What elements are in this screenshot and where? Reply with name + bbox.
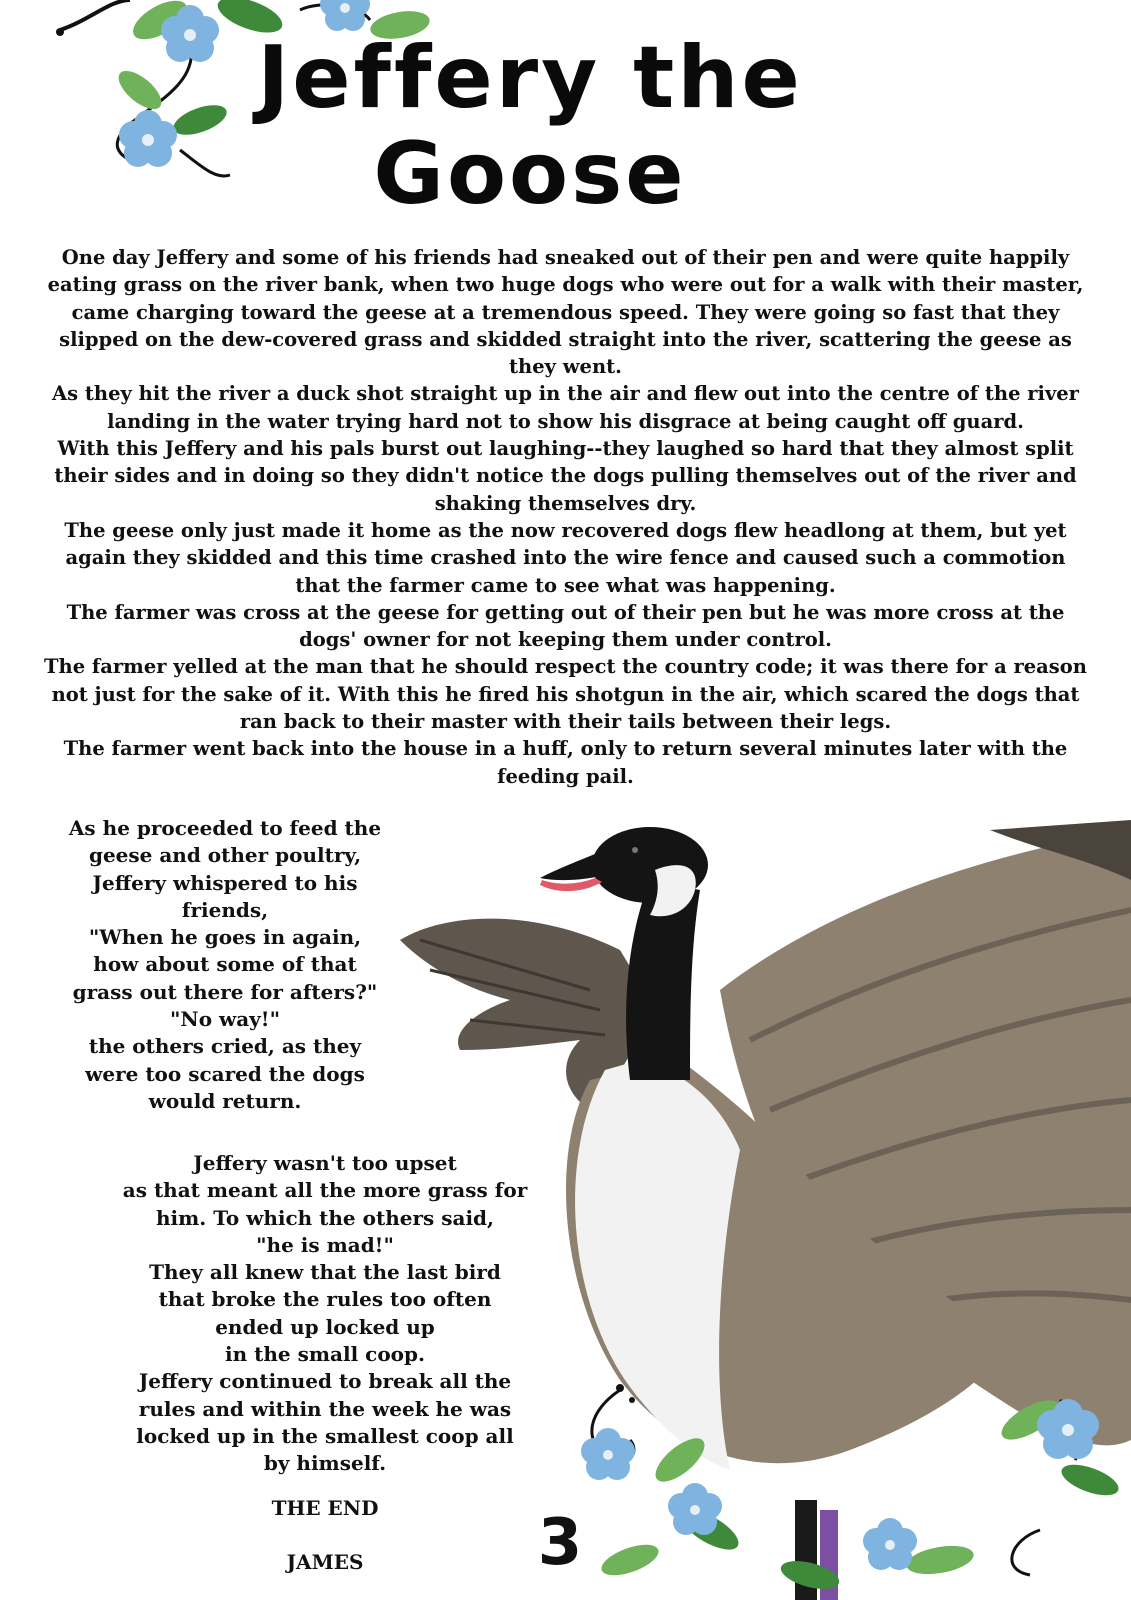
story-paragraph: With this Jeffery and his pals burst out laughing--they laughed so hard that they almost split their sides and in doing so they didn't notice the dogs pulling themselves out of the river and shaking themselves dry.: [54, 437, 1077, 515]
author-name: JAMES: [286, 1550, 364, 1574]
text-line: "he is mad!": [256, 1232, 394, 1257]
left-text-column: [40, 815, 410, 1115]
text-line: him. To which the others said,: [156, 1205, 494, 1230]
story-paragraph: The farmer was cross at the geese for getting out of their pen but he was more cross at the dogs' owner for not keeping them under control.: [66, 600, 1065, 652]
text-line: ended up locked up: [215, 1314, 435, 1339]
story-paragraph: One day Jeffery and some of his friends had sneaked out of their pen and were quite happily eating grass on the river bank, when two huge dogs who were out for a walk with their master, came charging toward the geese at a tremendous speed. They were going so fast that they slipped on the dew-covered grass and skidded straight into the river, scattering the geese as they went.: [47, 246, 1084, 379]
the-end-label: THE END: [271, 1496, 379, 1520]
text-line: locked up in the smallest coop all: [136, 1423, 514, 1448]
story-paragraph: As they hit the river a duck shot straight up in the air and flew out into the centre of the river landing in the water trying hard not to show his disgrace at being caught off guard.: [52, 382, 1079, 433]
text-line: how about some of that: [93, 952, 357, 977]
flower-icon: [863, 1518, 917, 1570]
text-line: as that meant all the more grass for: [122, 1178, 528, 1203]
text-line: "When he goes in again,: [88, 925, 362, 950]
story-paragraph: The farmer yelled at the man that he should respect the country code; it was there for a reason not just for the sake of it. With this he fired his shotgun in the air, which scared the dogs that ran back to their master with their tails between their legs.: [44, 655, 1087, 734]
text-line: Jeffery wasn't too upset: [193, 1151, 457, 1175]
text-line: would return.: [148, 1088, 302, 1113]
text-line: in the small coop.: [225, 1342, 425, 1367]
story-paragraph: The farmer went back into the house in a huff, only to return several minutes later with the feeding pail.: [63, 737, 1068, 788]
flower-icon: [119, 110, 177, 167]
text-line: geese and other poultry,: [88, 843, 362, 868]
text-line: by himself.: [263, 1451, 387, 1476]
text-line: rules and within the week he was: [138, 1396, 512, 1421]
text-line: They all knew that the last bird: [149, 1260, 501, 1285]
title-line-1: Jeffery the: [257, 28, 803, 128]
text-line: were too scared the dogs: [85, 1061, 365, 1086]
flower-icon: [581, 1428, 635, 1480]
lower-text-column: [95, 1150, 555, 1478]
text-line: grass out there for afters?": [72, 979, 378, 1004]
flower-icon: [668, 1483, 722, 1535]
story-paragraph: The geese only just made it home as the now recovered dogs flew headlong at them, but yet again they skidded and this time crashed into the wire fence and caused such a commotion that the farmer came to see what was happening.: [64, 518, 1067, 597]
floral-vine-decoration-bottom: [560, 1360, 1131, 1600]
page-number: 3: [537, 1506, 583, 1580]
text-line: "No way!": [170, 1007, 280, 1032]
page-title: [200, 30, 860, 222]
flower-icon: [320, 0, 370, 31]
text-line: the others cried, as they: [88, 1034, 362, 1059]
text-line: Jeffery whispered to his: [92, 870, 358, 895]
text-line: Jeffery continued to break all the: [138, 1369, 512, 1394]
text-line: that broke the rules too often: [158, 1287, 492, 1312]
story-text-block: [40, 244, 1091, 790]
text-line: As he proceeded to feed the: [68, 816, 382, 840]
text-line: friends,: [181, 897, 269, 922]
title-line-2: Goose: [373, 124, 687, 224]
